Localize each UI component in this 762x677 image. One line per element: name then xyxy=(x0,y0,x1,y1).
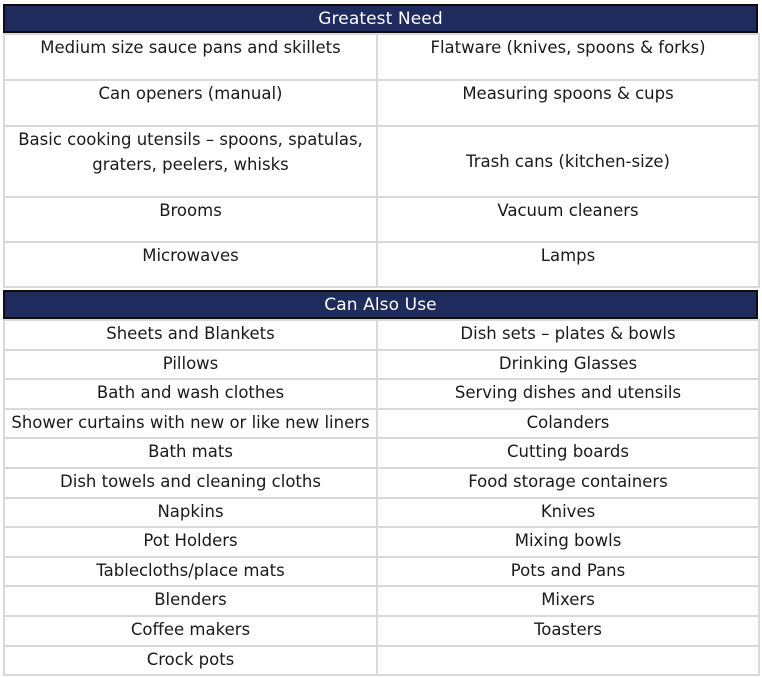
table-row xyxy=(4,557,759,587)
table-row xyxy=(4,498,759,528)
table-cell: Knives xyxy=(377,498,759,528)
greatest-need-table xyxy=(3,33,760,288)
table-cell: Mixers xyxy=(377,586,759,616)
table-row xyxy=(4,80,759,126)
can-also-use-header: Can Also Use xyxy=(3,290,758,319)
table-cell: Colanders xyxy=(377,409,759,439)
table-row xyxy=(4,197,759,242)
table-cell: Shower curtains with new or like new liners xyxy=(4,409,377,439)
table-row xyxy=(4,350,759,380)
table-cell: Vacuum cleaners xyxy=(377,197,759,242)
table-cell: Serving dishes and utensils xyxy=(377,379,759,409)
table-cell: Bath mats xyxy=(4,438,377,468)
table-cell: Brooms xyxy=(4,197,377,242)
table-cell: Pot Holders xyxy=(4,527,377,557)
table-cell: Blenders xyxy=(4,586,377,616)
table-cell: Toasters xyxy=(377,616,759,646)
table-cell: Food storage containers xyxy=(377,468,759,498)
table-cell: Napkins xyxy=(4,498,377,528)
table-cell: Basic cooking utensils – spoons, spatulas, graters, peelers, whisks xyxy=(4,126,377,197)
table-cell: Flatware (knives, spoons & forks) xyxy=(377,34,759,80)
table-cell: Bath and wash clothes xyxy=(4,379,377,409)
table-cell: Sheets and Blankets xyxy=(4,320,377,350)
table-cell xyxy=(377,646,759,676)
table-row xyxy=(4,379,759,409)
table-row xyxy=(4,468,759,498)
table-row xyxy=(4,586,759,616)
table-cell: Coffee makers xyxy=(4,616,377,646)
table-row xyxy=(4,409,759,439)
table-row xyxy=(4,527,759,557)
table-row xyxy=(4,34,759,80)
table-cell: Can openers (manual) xyxy=(4,80,377,126)
greatest-need-header: Greatest Need xyxy=(3,4,758,33)
table-row xyxy=(4,242,759,287)
table-cell: Mixing bowls xyxy=(377,527,759,557)
table-cell: Trash cans (kitchen-size) xyxy=(377,126,759,197)
table-cell: Microwaves xyxy=(4,242,377,287)
table-cell: Pots and Pans xyxy=(377,557,759,587)
table-cell: Dish sets – plates & bowls xyxy=(377,320,759,350)
table-cell: Drinking Glasses xyxy=(377,350,759,380)
table-cell: Tablecloths/place mats xyxy=(4,557,377,587)
table-cell: Measuring spoons & cups xyxy=(377,80,759,126)
table-row xyxy=(4,320,759,350)
table-cell: Cutting boards xyxy=(377,438,759,468)
table-row xyxy=(4,126,759,197)
can-also-use-table xyxy=(3,319,760,676)
table-cell: Dish towels and cleaning cloths xyxy=(4,468,377,498)
table-row xyxy=(4,616,759,646)
table-cell: Crock pots xyxy=(4,646,377,676)
table-cell: Pillows xyxy=(4,350,377,380)
table-cell: Lamps xyxy=(377,242,759,287)
table-cell: Medium size sauce pans and skillets xyxy=(4,34,377,80)
table-row xyxy=(4,438,759,468)
donation-list xyxy=(3,4,758,676)
table-row xyxy=(4,646,759,676)
